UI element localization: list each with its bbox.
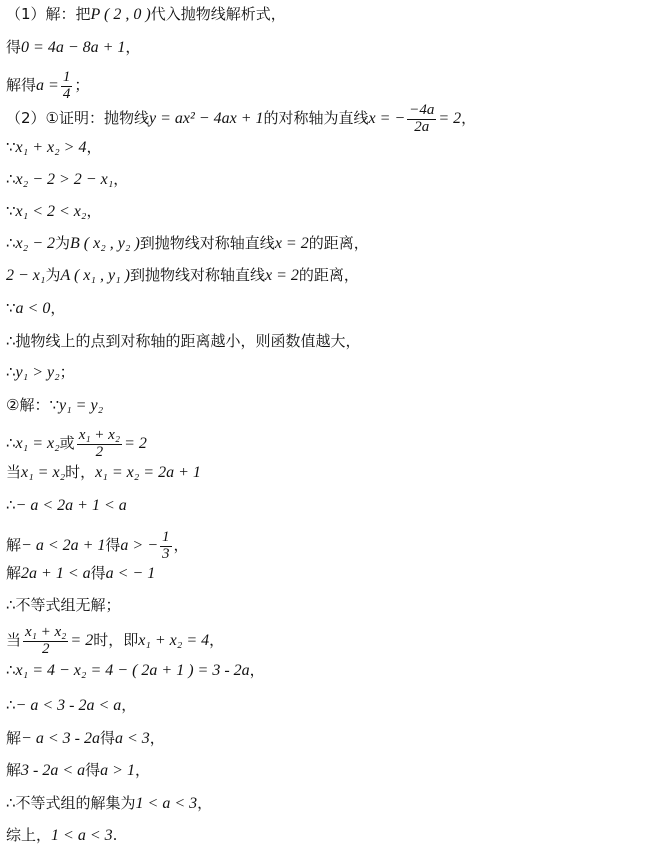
chinese-text: ∴不等式组的解集为 xyxy=(6,794,136,812)
solution-line xyxy=(6,566,155,582)
solution-line xyxy=(6,796,212,812)
fraction-numerator: −4a xyxy=(409,102,435,118)
math-expression: 2a + 1 < a xyxy=(21,565,91,582)
chinese-text: ∴抛物线上的点到对称轴的距离越小，则函数值越大， xyxy=(6,332,361,350)
math-expression: y = ax² − 4ax + 1 xyxy=(149,109,264,127)
chinese-text: 解 xyxy=(6,564,22,582)
chinese-text: ∴ xyxy=(6,170,16,188)
chinese-text: 得 xyxy=(85,761,101,779)
chinese-text: ， xyxy=(461,108,477,127)
chinese-text: ， xyxy=(113,170,129,188)
fraction-numerator: 1 xyxy=(162,529,170,545)
chinese-text: ， xyxy=(134,761,150,779)
chinese-text: 时， xyxy=(65,463,96,481)
math-expression: x₁ = x₂ xyxy=(21,464,66,481)
chinese-text: 当 xyxy=(6,463,22,481)
chinese-text: ， xyxy=(197,794,213,812)
chinese-text: 解得 xyxy=(6,75,37,94)
math-expression: x₁ = x₂ = 2a + 1 xyxy=(95,464,201,481)
chinese-text: 时，即 xyxy=(93,630,139,649)
solution-line xyxy=(6,698,136,714)
fraction xyxy=(160,530,172,563)
chinese-text: 得 xyxy=(105,535,121,554)
fraction xyxy=(407,103,436,136)
chinese-text: ； xyxy=(74,75,90,94)
chinese-text: 解 xyxy=(6,535,22,554)
fraction-denominator: 2 xyxy=(41,640,50,657)
solution-line xyxy=(6,498,127,514)
chinese-text: 到抛物线对称轴直线 xyxy=(129,266,265,284)
math-expression: a < − 1 xyxy=(105,565,156,582)
chinese-text: ∴ xyxy=(6,696,16,714)
solution-line xyxy=(6,465,201,481)
chinese-text: 得 xyxy=(90,564,106,582)
math-expression: − a < 3 - 2a < a xyxy=(15,697,122,714)
solution-line xyxy=(6,236,369,252)
math-expression: 2 − x₁ xyxy=(6,267,46,284)
chinese-text: ， xyxy=(121,696,137,714)
chinese-text: 得 xyxy=(6,38,22,56)
chinese-text: ， xyxy=(86,138,102,156)
fraction-numerator: x₁ + x₂ xyxy=(25,624,67,640)
math-expression: A ( x₁ , y₁ ) xyxy=(60,267,130,284)
math-expression: a = xyxy=(36,76,59,94)
solution-line xyxy=(6,530,189,563)
math-expression: − a < 2a + 1 xyxy=(21,536,106,554)
math-expression: x = − xyxy=(368,109,406,127)
math-expression: = 2 xyxy=(438,109,462,127)
math-expression: x = 2 xyxy=(264,267,299,284)
math-expression: x₁ + x₂ = 4 xyxy=(138,631,210,649)
chinese-text: 当 xyxy=(6,630,22,649)
solution-line xyxy=(6,172,128,188)
chinese-text: ， xyxy=(50,299,66,317)
math-expression: − a < 3 - 2a xyxy=(21,730,100,747)
chinese-text: 综上， xyxy=(6,826,52,844)
chinese-text: ∴ xyxy=(6,363,16,381)
chinese-text: 的对称轴为直线 xyxy=(263,108,369,127)
solution-line xyxy=(6,663,265,679)
chinese-text: ∴ xyxy=(6,433,16,452)
math-expression: a > − xyxy=(120,536,159,554)
fraction xyxy=(61,70,73,103)
math-expression: 1 < a < 3 xyxy=(51,827,113,844)
math-expression: a > 1 xyxy=(100,762,135,779)
chinese-text: 得 xyxy=(99,729,115,747)
math-expression: a < 0 xyxy=(15,300,51,317)
solution-line xyxy=(6,731,165,747)
chinese-text: ， xyxy=(149,729,165,747)
math-expression: x₁ + x₂ > 4 xyxy=(15,139,87,156)
math-expression: x₂ − 2 > 2 − x₁ xyxy=(15,171,114,188)
chinese-text: 解 xyxy=(6,729,22,747)
math-expression: = 2 xyxy=(124,434,147,452)
chinese-text: . xyxy=(112,826,118,844)
math-expression: B ( x₂ , y₂ ) xyxy=(70,235,140,252)
math-expression: x₁ = 4 − x₂ = 4 − ( 2a + 1 ) = 3 - 2a xyxy=(15,662,250,679)
chinese-text: ∴ xyxy=(6,234,16,252)
solution-line xyxy=(6,103,476,136)
chinese-text: ， xyxy=(125,38,141,56)
solution-line xyxy=(6,204,101,220)
chinese-text: ∵ xyxy=(6,202,16,220)
fraction xyxy=(23,625,68,658)
math-expression: 0 = 4a − 8a + 1 xyxy=(21,39,126,56)
chinese-text: 为 xyxy=(45,266,61,284)
math-expression: a < 3 xyxy=(114,730,150,747)
solution-line xyxy=(6,40,140,56)
chinese-text: ∵ xyxy=(6,299,16,317)
math-expression: y₁ > y₂ xyxy=(15,364,60,381)
solution-line xyxy=(6,301,65,317)
solution-line xyxy=(6,334,361,350)
math-expression: x₂ − 2 xyxy=(15,235,56,252)
math-expression: − a < 2a + 1 < a xyxy=(15,497,127,514)
fraction-denominator: 4 xyxy=(62,85,71,102)
chinese-text: ∴ xyxy=(6,661,16,679)
solution-line xyxy=(6,7,286,23)
solution-line xyxy=(6,365,75,381)
chinese-text: 代入抛物线解析式， xyxy=(150,5,286,23)
solution-line xyxy=(6,828,117,844)
math-expression: P ( 2 , 0 ) xyxy=(90,6,151,23)
solution-line xyxy=(6,598,121,614)
chinese-text: 或 xyxy=(59,433,75,452)
chinese-text: （2）①证明：抛物线 xyxy=(6,108,149,127)
fraction xyxy=(77,428,122,461)
chinese-text: ， xyxy=(249,661,265,679)
solution-line xyxy=(6,398,103,414)
math-expression: x = 2 xyxy=(274,235,309,252)
solution-line xyxy=(6,140,101,156)
chinese-text: 到抛物线对称轴直线 xyxy=(139,234,275,252)
chinese-text: （1）解：把 xyxy=(6,5,91,23)
math-expression: y₁ = y₂ xyxy=(59,397,104,414)
chinese-text: ∵ xyxy=(6,138,16,156)
math-expression: x₁ = x₂ xyxy=(15,434,60,452)
fraction-numerator: x₁ + x₂ xyxy=(78,427,121,443)
math-expression: = 2 xyxy=(70,631,94,649)
solution-line xyxy=(6,763,150,779)
fraction-denominator: 3 xyxy=(162,545,170,562)
solution-line xyxy=(6,625,224,658)
math-expression: 1 < a < 3 xyxy=(135,795,198,812)
solution-line xyxy=(6,268,359,284)
fraction-denominator: 2 xyxy=(95,443,104,460)
chinese-text: ， xyxy=(209,630,225,649)
chinese-text: ②解：∵ xyxy=(6,396,59,414)
math-expression: 3 - 2a < a xyxy=(21,762,86,779)
solution-document xyxy=(6,0,661,848)
math-expression: x₁ < 2 < x₂ xyxy=(15,203,87,220)
solution-line xyxy=(6,70,89,103)
fraction-numerator: 1 xyxy=(62,69,71,85)
solution-line xyxy=(6,428,147,461)
chinese-text: ， xyxy=(86,202,102,220)
chinese-text: 为 xyxy=(55,234,71,252)
chinese-text: 的距离， xyxy=(308,234,369,252)
fraction-denominator: 2a xyxy=(414,118,430,135)
chinese-text: ∴不等式组无解； xyxy=(6,596,121,614)
chinese-text: 的距离， xyxy=(298,266,359,284)
chinese-text: ， xyxy=(173,535,189,554)
chinese-text: ； xyxy=(59,363,75,381)
chinese-text: ∴ xyxy=(6,496,16,514)
chinese-text: 解 xyxy=(6,761,22,779)
